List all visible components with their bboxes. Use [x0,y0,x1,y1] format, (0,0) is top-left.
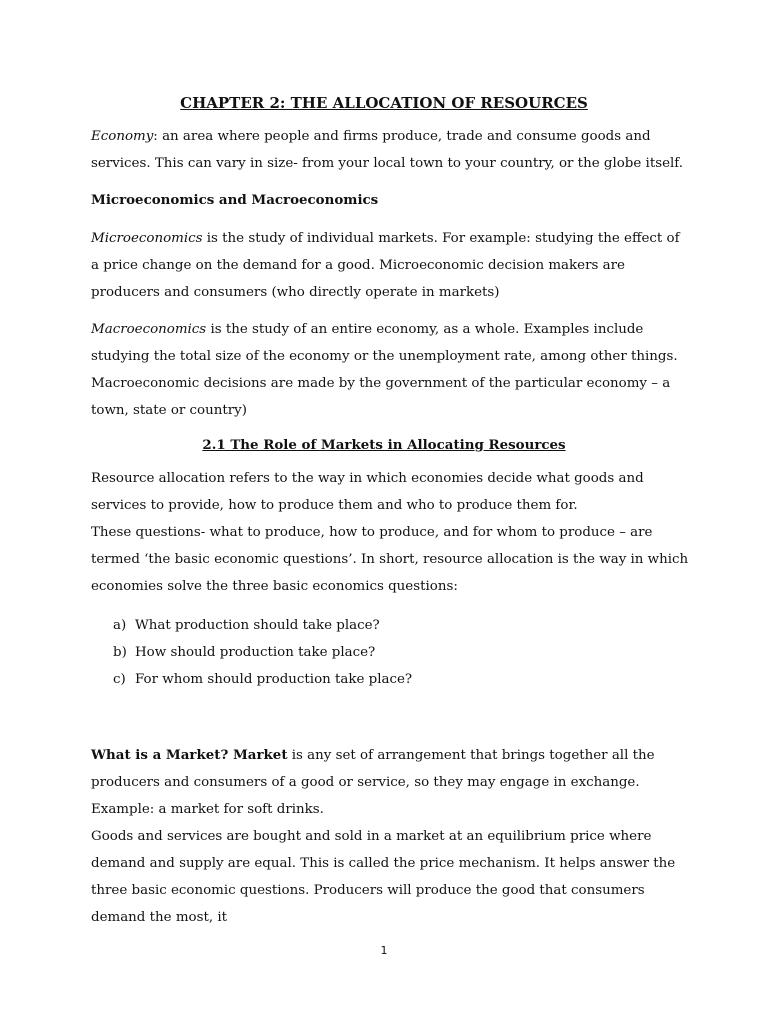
macroeconomics-text: is the study of an entire economy, as a whole. Examples include studying the total size of the economy or the unemployment rate, among other things. Macroeconomic decisions are made by the government of the particular economy – a town, state or country) [91,322,678,418]
macroeconomics-term: Macroeconomics [91,322,207,337]
price-mechanism-paragraph: Goods and services are bought and sold in a market at an equilibrium price where demand and supply are equal. This is called the price mechanism. It helps answer the three basic economic questions. Producers will produce the good that consumers demand the most, it [91,829,676,925]
chapter-title: CHAPTER 2: THE ALLOCATION OF RESOURCES [180,94,588,112]
market-paragraph [91,742,691,823]
list-item [113,666,673,693]
list-marker: a) [113,618,127,633]
microeconomics-term: Microeconomics [91,231,203,246]
page-number: 1 [380,944,388,957]
macroeconomics-paragraph [91,316,691,424]
allocation-paragraph-2: These questions- what to produce, how to produce, and for whom to produce – are termed ‘the basic economic questions’. In short, resource allocation is the way in which economies solve the three basic economics questions: [91,525,689,594]
micro-macro-heading: Microeconomics and Macroeconomics [91,192,379,208]
list-item-text: How should production take place? [135,645,376,660]
section-2-1-heading: 2.1 The Role of Markets in Allocating Resources [202,437,566,453]
economy-term: Economy [91,129,154,144]
list-item [113,639,673,666]
list-marker: c) [113,672,126,687]
basic-questions-list [113,612,673,693]
market-lead: What is a Market? Market [91,747,288,763]
list-item-text: For whom should production take place? [135,672,413,687]
list-marker: b) [113,645,127,660]
economy-definition [91,123,691,177]
allocation-paragraph-1: Resource allocation refers to the way in which economies decide what goods and services to provide, how to produce them and who to produce them for. [91,471,644,513]
microeconomics-paragraph [91,225,691,306]
economy-text: : an area where people and firms produce, trade and consume goods and services. This can vary in size- from your local town to your country, or the globe itself. [91,129,684,171]
list-item [113,612,673,639]
market-text: is any set of arrangement that brings together all the producers and consumers of a good or service, so they may engage in exchange. Example: a market for soft drinks. [91,748,655,817]
list-item-text: What production should take place? [135,618,380,633]
microeconomics-text: is the study of individual markets. For example: studying the effect of a price change on the demand for a good. Microeconomic decision makers are producers and consumers (who directly operate in markets) [91,231,680,300]
